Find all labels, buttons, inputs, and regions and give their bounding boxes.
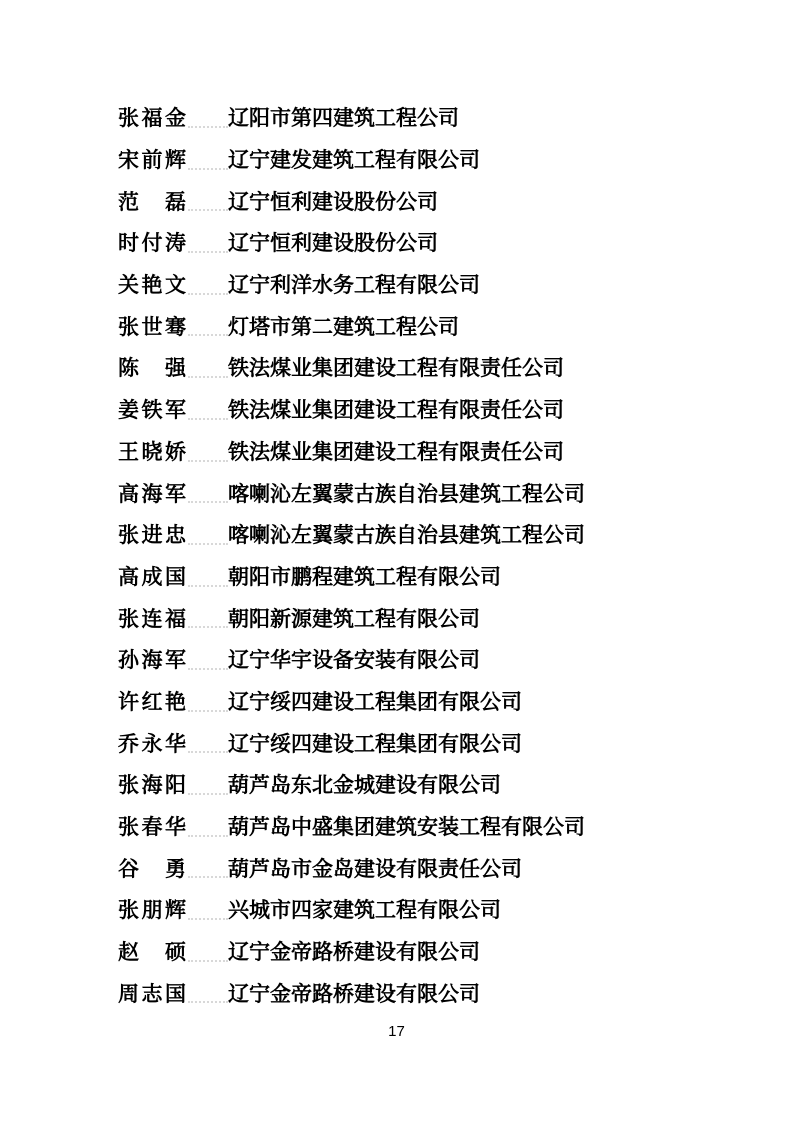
leader-dots	[188, 320, 228, 336]
company-name: 辽宁金帝路桥建设有限公司	[228, 981, 480, 1006]
person-name: 张世骞	[118, 314, 186, 339]
person-name: 张连福	[118, 606, 186, 631]
list-item	[118, 473, 585, 515]
company-name: 葫芦岛中盛集团建筑安装工程有限公司	[228, 815, 585, 840]
leader-dots	[188, 154, 228, 170]
leader-dots	[188, 737, 228, 753]
list-item	[118, 306, 585, 348]
list-item	[118, 765, 585, 807]
leader-dots	[188, 487, 228, 503]
leader-dots	[188, 529, 228, 545]
person-name: 张春华	[118, 815, 186, 840]
company-name: 辽宁华宇设备安装有限公司	[228, 648, 480, 673]
person-name: 张福金	[118, 106, 186, 131]
list-item	[118, 140, 585, 182]
company-name: 辽宁利洋水务工程有限公司	[228, 273, 480, 298]
company-name: 朝阳市鹏程建筑工程有限公司	[228, 564, 501, 589]
leader-dots	[188, 696, 228, 712]
list-item	[118, 598, 585, 640]
leader-dots	[188, 779, 228, 795]
list-item	[118, 557, 585, 599]
company-name: 兴城市四家建筑工程有限公司	[228, 898, 501, 923]
person-name: 赵 硕	[118, 940, 186, 965]
list-item	[118, 98, 585, 140]
list-item	[118, 932, 585, 974]
person-name: 宋前辉	[118, 148, 186, 173]
list-item	[118, 682, 585, 724]
leader-dots	[188, 987, 228, 1003]
company-name: 辽宁建发建筑工程有限公司	[228, 148, 480, 173]
leader-dots	[188, 195, 228, 211]
leader-dots	[188, 404, 228, 420]
person-name: 张进忠	[118, 523, 186, 548]
list-item	[118, 807, 585, 849]
person-name: 高海军	[118, 481, 186, 506]
list-item	[118, 973, 585, 1015]
company-name: 辽宁绥四建设工程集团有限公司	[228, 731, 522, 756]
company-name: 喀喇沁左翼蒙古族自治县建筑工程公司	[228, 481, 585, 506]
list-item	[118, 890, 585, 932]
leader-dots	[188, 904, 228, 920]
list-item	[118, 265, 585, 307]
company-name: 朝阳新源建筑工程有限公司	[228, 606, 480, 631]
leader-dots	[188, 362, 228, 378]
company-name: 铁法煤业集团建设工程有限责任公司	[228, 439, 564, 464]
person-name: 张朋辉	[118, 898, 186, 923]
person-name: 许红艳	[118, 689, 186, 714]
person-name: 周志国	[118, 981, 186, 1006]
list-item	[118, 223, 585, 265]
company-name: 辽宁金帝路桥建设有限公司	[228, 940, 480, 965]
leader-dots	[188, 946, 228, 962]
list-item	[118, 640, 585, 682]
person-name: 关艳文	[118, 273, 186, 298]
entry-list	[118, 98, 585, 1015]
person-name: 陈 强	[118, 356, 186, 381]
list-item	[118, 181, 585, 223]
leader-dots	[188, 237, 228, 253]
person-name: 乔永华	[118, 731, 186, 756]
company-name: 喀喇沁左翼蒙古族自治县建筑工程公司	[228, 523, 585, 548]
person-name: 张海阳	[118, 773, 186, 798]
list-item	[118, 432, 585, 474]
company-name: 辽宁绥四建设工程集团有限公司	[228, 689, 522, 714]
company-name: 辽宁恒利建设股份公司	[228, 231, 438, 256]
company-name: 辽宁恒利建设股份公司	[228, 189, 438, 214]
list-item	[118, 390, 585, 432]
leader-dots	[188, 612, 228, 628]
list-item	[118, 723, 585, 765]
list-item	[118, 348, 585, 390]
person-name: 时付涛	[118, 231, 186, 256]
person-name: 谷 勇	[118, 856, 186, 881]
list-item	[118, 848, 585, 890]
leader-dots	[188, 821, 228, 837]
person-name: 高成国	[118, 564, 186, 589]
company-name: 灯塔市第二建筑工程公司	[228, 314, 459, 339]
company-name: 辽阳市第四建筑工程公司	[228, 106, 459, 131]
company-name: 铁法煤业集团建设工程有限责任公司	[228, 398, 564, 423]
person-name: 范 磊	[118, 189, 186, 214]
company-name: 葫芦岛市金岛建设有限责任公司	[228, 856, 522, 881]
leader-dots	[188, 862, 228, 878]
leader-dots	[188, 279, 228, 295]
person-name: 孙海军	[118, 648, 186, 673]
person-name: 姜铁军	[118, 398, 186, 423]
leader-dots	[188, 112, 228, 128]
leader-dots	[188, 654, 228, 670]
company-name: 铁法煤业集团建设工程有限责任公司	[228, 356, 564, 381]
person-name: 王晓娇	[118, 439, 186, 464]
leader-dots	[188, 571, 228, 587]
leader-dots	[188, 446, 228, 462]
page-number: 17	[388, 1023, 405, 1040]
company-name: 葫芦岛东北金城建设有限公司	[228, 773, 501, 798]
list-item	[118, 515, 585, 557]
